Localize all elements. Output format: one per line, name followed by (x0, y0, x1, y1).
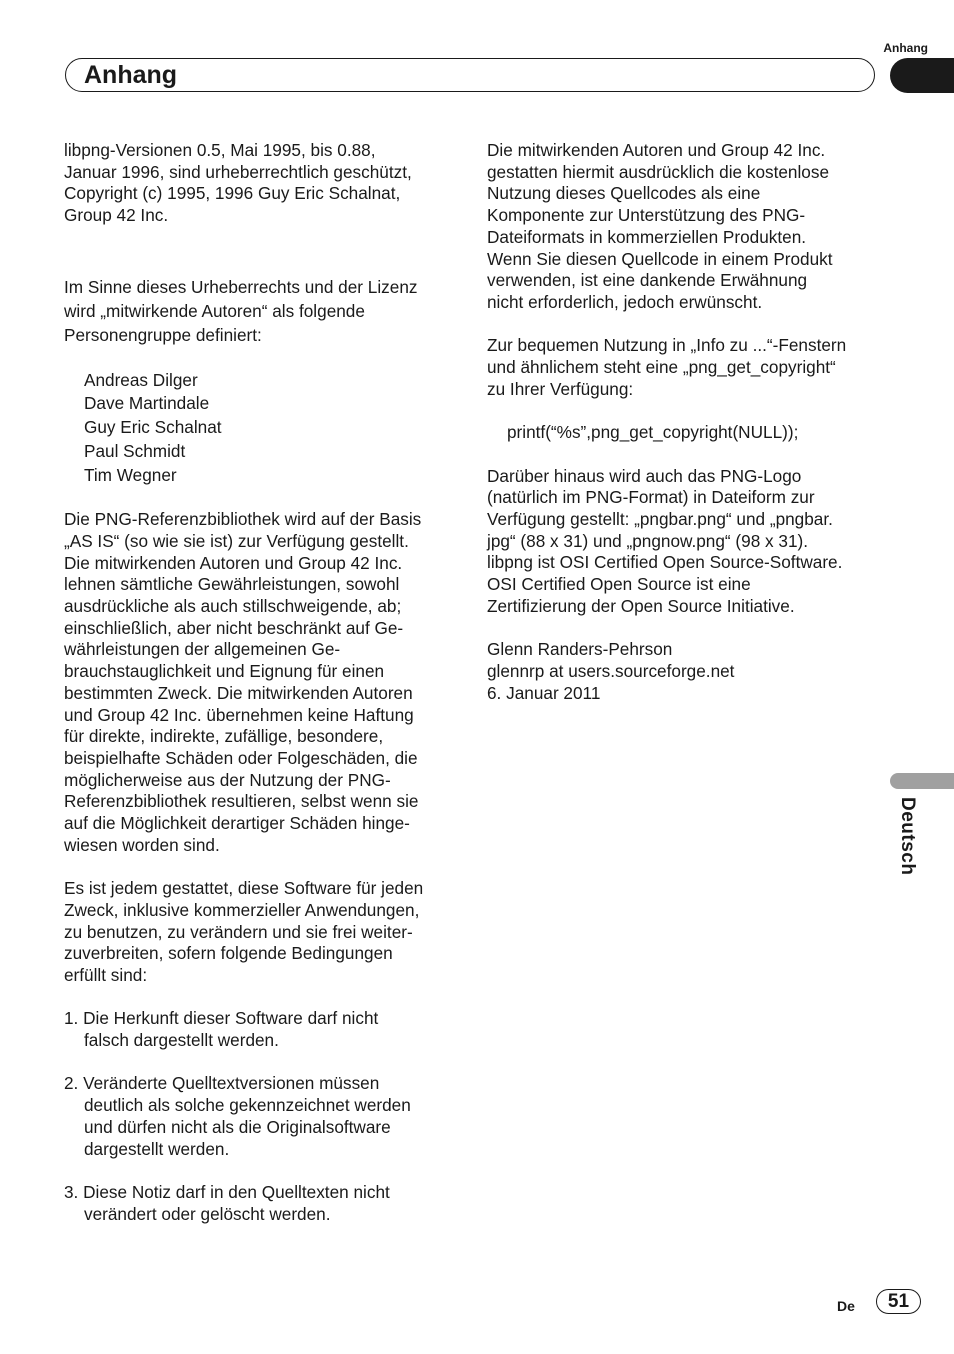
condition-item-1 (64, 1008, 459, 1051)
paragraph-usage-permission (487, 140, 882, 314)
paragraph-disclaimer (64, 509, 459, 856)
text-line: Januar 1996, sind urheberrechtlich geschützt, (64, 161, 412, 182)
text-line: Zur bequemen Nutzung in „Info zu ...“-Fenstern (487, 335, 847, 356)
text-line: und dürfen nicht als die Originalsoftware (84, 1116, 391, 1137)
text-line: für direkte, indirekte, zufällige, besondere, (64, 726, 384, 747)
footer-language-code: De (837, 1298, 855, 1314)
condition-item-3 (64, 1182, 459, 1225)
text-line: Verfügung gestellt: „pngbar.png“ und „pngbar. (487, 508, 833, 529)
text-line: Referenzbibliothek resultieren, selbst wenn sie (64, 791, 419, 812)
text-line: (natürlich im PNG-Format) in Dateiform zur (487, 487, 815, 508)
signature-date: 6. Januar 2011 (487, 682, 601, 703)
text-line: Wenn Sie diesen Quellcode in einem Produkt (487, 248, 833, 269)
text-line: und ähnlichem steht eine „png_get_copyright“ (487, 357, 836, 378)
paragraph-contributors-definition (64, 275, 459, 347)
text-line: „AS IS“ (so wie sie ist) zur Verfügung gestellt. (64, 530, 409, 551)
text-line: währleistungen der allgemeinen Ge- (64, 639, 341, 660)
paragraph-libpng-versions (64, 140, 459, 227)
text-line: falsch dargestellt werden. (84, 1030, 279, 1051)
list-item: Guy Eric Schalnat (84, 417, 222, 438)
text-line: jpg“ (88 x 31) und „pngnow.png“ (98 x 31). (487, 530, 809, 551)
text-line: einschließlich, aber nicht beschränkt auf Ge- (64, 617, 404, 638)
running-header-label: Anhang (883, 41, 928, 55)
text-line: 3. Diese Notiz darf in den Quelltexten nicht (64, 1181, 390, 1202)
code-snippet (487, 422, 882, 444)
contributor-names-list (64, 369, 459, 488)
text-line: gestatten hiermit ausdrücklich die kostenlose (487, 161, 830, 182)
code-line: printf(“%s”,png_get_copyright(NULL)); (507, 422, 799, 443)
list-item: Andreas Dilger (84, 369, 198, 390)
text-line: Die mitwirkenden Autoren und Group 42 Inc. (487, 140, 826, 160)
text-line: wiesen worden sind. (64, 834, 220, 855)
signature-block (487, 639, 882, 704)
paragraph-copyright-function (487, 335, 882, 400)
text-line: 2. Veränderte Quelltextversionen müssen (64, 1073, 380, 1094)
text-line: Die mitwirkenden Autoren und Group 42 Inc. (64, 552, 403, 573)
right-column (487, 140, 882, 704)
section-header-bar (65, 58, 875, 92)
list-item: Paul Schmidt (84, 440, 186, 461)
text-line: zu Ihrer Verfügung: (487, 378, 634, 399)
paragraph-png-logo (487, 466, 882, 618)
text-line: brauchstauglichkeit und Eignung für einen (64, 661, 385, 682)
text-line: Group 42 Inc. (64, 205, 169, 226)
text-line: Im Sinne dieses Urheberrechts und der Lizenz (64, 276, 418, 297)
signature-contact: glennrp at users.sourceforge.net (487, 660, 735, 681)
text-line: beispielhafte Schäden oder Folgeschäden, die (64, 747, 418, 768)
text-line: Personengruppe definiert: (64, 324, 262, 345)
text-line: Nutzung dieses Quellcodes als eine (487, 183, 761, 204)
text-line: lehnen sämtliche Gewährleistungen, sowohl (64, 574, 400, 595)
text-line: Copyright (c) 1995, 1996 Guy Eric Schalnat, (64, 183, 401, 204)
text-line: wird „mitwirkende Autoren“ als folgende (64, 300, 365, 321)
text-line: bestimmten Zweck. Die mitwirkenden Autoren (64, 682, 413, 703)
left-column (64, 140, 459, 1225)
text-line: Darüber hinaus wird auch das PNG-Logo (487, 465, 802, 486)
condition-item-2 (64, 1073, 459, 1160)
section-title: Anhang (84, 61, 178, 89)
text-line: libpng ist OSI Certified Open Source-Software. (487, 552, 843, 573)
text-line: deutlich als solche gekennzeichnet werden (84, 1095, 411, 1116)
text-line: verwenden, ist eine dankende Erwähnung (487, 270, 808, 291)
text-line: nicht erforderlich, jedoch erwünscht. (487, 291, 763, 312)
text-line: Die PNG-Referenzbibliothek wird auf der Basis (64, 509, 422, 530)
text-line: libpng-Versionen 0.5, Mai 1995, bis 0.88, (64, 140, 376, 160)
text-line: und Group 42 Inc. übernehmen keine Haftung (64, 704, 414, 725)
text-line: Es ist jedem gestattet, diese Software für jeden (64, 878, 424, 899)
text-line: Komponente zur Unterstützung des PNG- (487, 205, 806, 226)
text-line: 1. Die Herkunft dieser Software darf nicht (64, 1008, 379, 1029)
text-line: Zertifizierung der Open Source Initiative. (487, 595, 795, 616)
text-line: verändert oder gelöscht werden. (84, 1203, 331, 1224)
text-line: ausdrückliche als auch stillschweigende, ab; (64, 595, 402, 616)
text-line: zu benutzen, zu verändern und sie frei weiter- (64, 921, 413, 942)
paragraph-permission (64, 878, 459, 987)
language-side-label: Deutsch (897, 797, 918, 876)
signature-name: Glenn Randers-Pehrson (487, 639, 673, 660)
text-line: zuverbreiten, sofern folgende Bedingungen (64, 943, 393, 964)
text-line: OSI Certified Open Source ist eine (487, 574, 751, 595)
text-line: erfüllt sind: (64, 964, 148, 985)
list-item: Dave Martindale (84, 393, 210, 414)
page-number: 51 (876, 1289, 921, 1314)
text-line: dargestellt werden. (84, 1138, 230, 1159)
list-item: Tim Wegner (84, 464, 177, 485)
text-line: möglicherweise aus der Nutzung der PNG- (64, 769, 391, 790)
text-line: Dateiformats in kommerziellen Produkten. (487, 226, 807, 247)
header-tab-marker (890, 58, 954, 93)
text-line: auf die Möglichkeit derartiger Schäden hinge- (64, 813, 410, 834)
text-line: Zweck, inklusive kommerzieller Anwendungen, (64, 899, 420, 920)
language-side-tab (890, 773, 954, 789)
